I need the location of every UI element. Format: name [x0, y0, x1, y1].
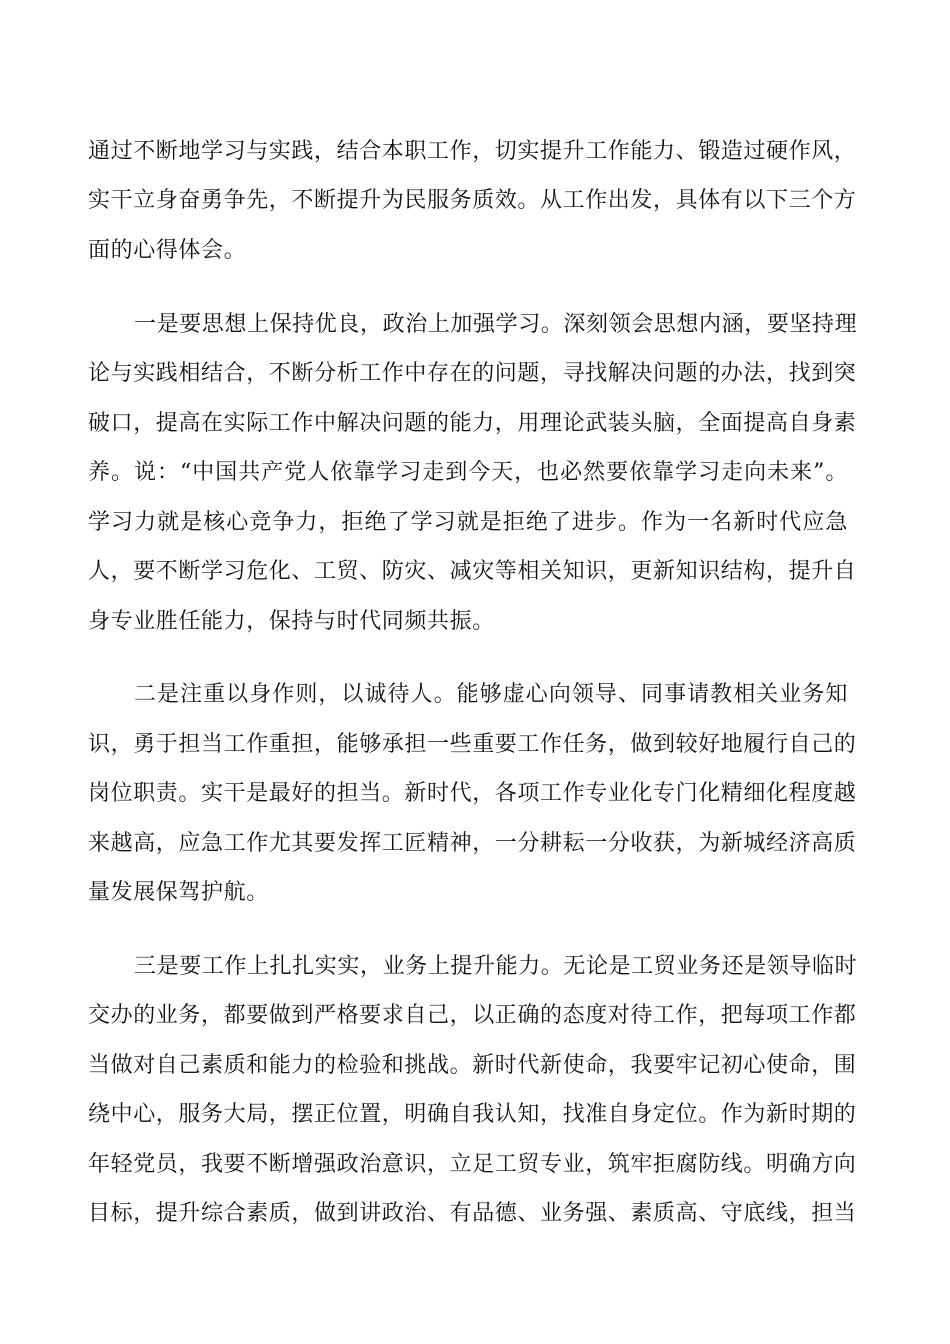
text-line: 量发展保驾护航。	[88, 880, 269, 905]
text-line: 当做对自己素质和能力的检验和挑战。新时代新使命，我要牢记初心使命，围	[88, 1053, 857, 1078]
text-line: 识，勇于担当工作重担，能够承担一些重要工作任务，做到较好地履行自己的	[88, 732, 857, 757]
text-line: 交办的业务，都要做到严格要求自己，以正确的态度对待工作，把每项工作都	[88, 1003, 857, 1028]
text-line: 实干立身奋勇争先，不断提升为民服务质效。从工作出发，具体有以下三个方	[88, 188, 857, 213]
text-line: 年轻党员，我要不断增强政治意识，立足工贸专业，筑牢拒腐防线。明确方向	[88, 1152, 857, 1177]
text-line: 身专业胜任能力，保持与时代同频共振。	[88, 609, 495, 634]
text-line: 来越高，应急工作尤其要发挥工匠精神，一分耕耘一分收获，为新城经济高质	[88, 831, 857, 856]
paragraph-first-line: 一是要思想上保持优良，政治上加强学习。深刻领会思想内涵，要坚持理	[134, 312, 858, 337]
paragraph-first-line: 三是要工作上扎扎实实，业务上提升能力。无论是工贸业务还是领导临时	[134, 954, 858, 979]
text-line: 绕中心，服务大局，摆正位置，明确自我认知，找准自身定位。作为新时期的	[88, 1102, 857, 1127]
paragraph-first-line: 二是注重以身作则，以诚待人。能够虚心向领导、同事请教相关业务知	[134, 682, 848, 707]
text-line: 学习力就是核心竞争力，拒绝了学习就是拒绝了进步。作为一名新时代应急	[88, 510, 848, 535]
text-line: 面的心得体会。	[88, 238, 247, 263]
text-line: 养。说：“中国共产党人依靠学习走到今天，也必然要依靠学习走向未来”。	[88, 460, 848, 485]
text-line: 人，要不断学习危化、工贸、防灾、减灾等相关知识，更新知识结构，提升自	[88, 559, 857, 584]
text-line: 破口，提高在实际工作中解决问题的能力，用理论武装头脑，全面提高自身素	[88, 411, 857, 436]
text-line: 通过不断地学习与实践，结合本职工作，切实提升工作能力、锻造过硬作风，	[88, 139, 857, 164]
text-line: 论与实践相结合，不断分析工作中存在的问题，寻找解决问题的办法，找到突	[88, 361, 857, 386]
text-line: 目标，提升综合素质，做到讲政治、有品德、业务强、素质高、守底线，担当	[88, 1201, 857, 1226]
text-line: 岗位职责。实干是最好的担当。新时代，各项工作专业化专门化精细化程度越	[88, 781, 857, 806]
